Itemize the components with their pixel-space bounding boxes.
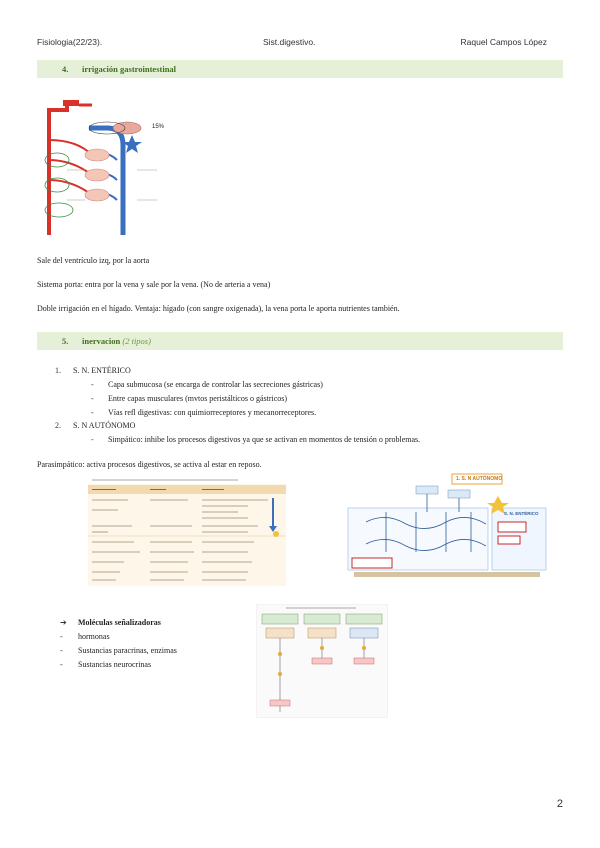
irrigation-diagram: [37, 100, 167, 240]
signaling-item-paracrine: Sustancias paracrinas, enzimas: [78, 646, 177, 655]
dash-marker: -: [60, 632, 63, 641]
signaling-molecules-heading: Moléculas señalizadoras: [78, 618, 161, 627]
enteric-nervous-system-item: S. N. ENTÉRICO: [73, 366, 131, 375]
section-5-subtitle: (2 tipos): [122, 336, 151, 346]
list-marker-2: 2.: [55, 421, 61, 430]
signaling-item-hormones: hormonas: [78, 632, 110, 641]
section-4-heading: [37, 60, 563, 78]
section-4-title: irrigación gastrointestinal: [82, 64, 177, 74]
paragraph-aorta: Sale del ventrículo izq, por la aorta: [37, 256, 150, 265]
header-author: Raquel Campos López: [460, 37, 547, 47]
dash-marker: -: [60, 646, 63, 655]
section-5-heading: [37, 332, 563, 350]
paragraph-parasympathetic: Parasimpático: activa procesos digestivos, se activa al estar en reposo.: [37, 460, 262, 469]
dash-marker: -: [91, 408, 94, 417]
arrow-bullet-icon: ➔: [60, 618, 67, 627]
section-5-title-text: inervacion: [82, 336, 121, 346]
sympathetic-item: Simpático: inhibe los procesos digestivos ya que se activan en momentos de tensión o problemas.: [108, 435, 421, 444]
list-marker-1: 1.: [55, 366, 61, 375]
paragraph-liver-irrigation: Doble irrigación en el hígado. Ventaja: hígado (con sangre oxigenada), la vena porta le aporta nutrientes también.: [37, 304, 400, 313]
section-5-number: 5.: [62, 336, 69, 346]
autonomic-figure-title: 1. S. N AUTÓNOMO: [456, 476, 503, 482]
enteric-figure-title: S. N. ENTÉRICO: [504, 511, 539, 516]
signaling-molecules-figure: [256, 604, 388, 718]
section-4-number: 4.: [62, 64, 69, 74]
dash-marker: -: [60, 660, 63, 669]
nervous-system-schematic: [346, 472, 548, 580]
enteric-reflex: Vías refl digestivas: con quimiorreceptores y mecanorreceptores.: [108, 408, 317, 417]
dash-marker: -: [91, 380, 94, 389]
dash-marker: -: [91, 435, 94, 444]
irrigation-pct-label: 15%: [152, 124, 165, 130]
signaling-item-neurocrine: Sustancias neurocrinas: [78, 660, 152, 669]
autonomic-table-figure: [88, 476, 286, 586]
section-5-title: [82, 336, 151, 346]
paragraph-portal-system: Sistema porta: entra por la vena y sale por la vena. (No de arteria a vena): [37, 280, 271, 289]
header-topic: Sist.digestivo.: [263, 37, 316, 47]
enteric-muscular: Entre capas musculares (mvtos peristálticos o gástricos): [108, 394, 288, 403]
enteric-submucosa: Capa submucosa (se encarga de controlar las secreciones gástricas): [108, 380, 323, 389]
header-course: Fisiologia(22/23).: [37, 37, 103, 47]
dash-marker: -: [91, 394, 94, 403]
page-number: 2: [556, 798, 563, 810]
autonomic-nervous-system-item: S. N AUTÓNOMO: [73, 421, 136, 430]
